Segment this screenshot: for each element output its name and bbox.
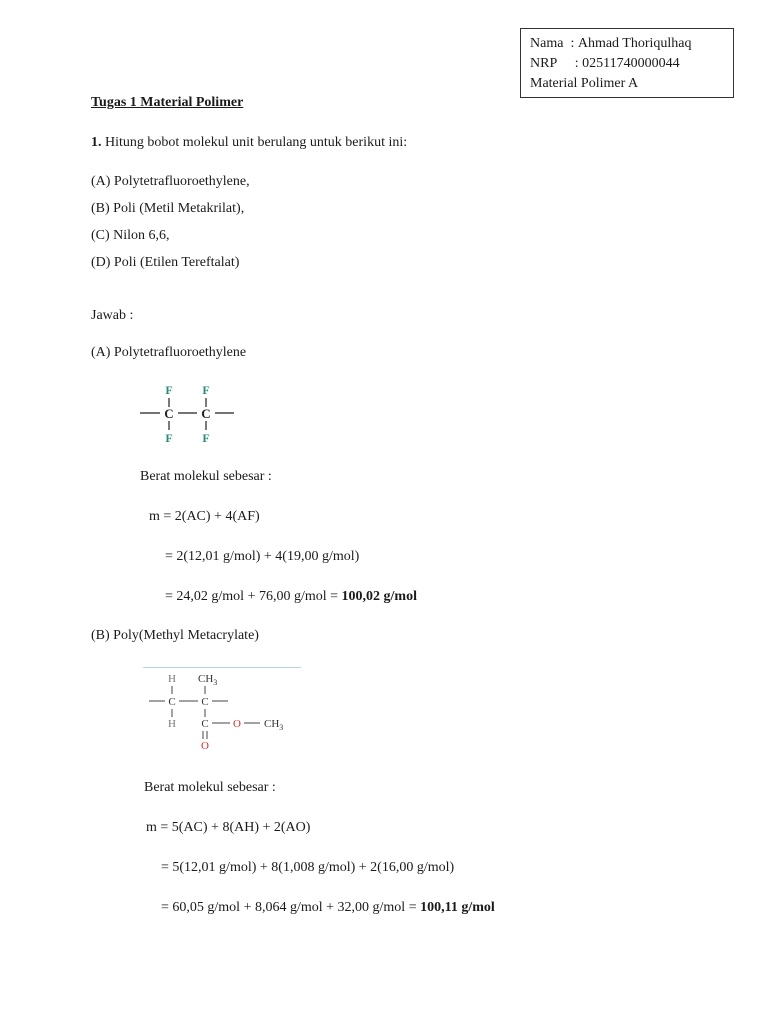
answer-label: Jawab : bbox=[91, 308, 134, 323]
nrp-label: NRP bbox=[530, 56, 558, 71]
part-a-eq1: m = 2(AC) + 4(AF) bbox=[149, 509, 260, 524]
divider-line bbox=[143, 667, 301, 668]
pmma-h-bottom: H bbox=[168, 718, 176, 730]
ptfe-f-top-right: F bbox=[202, 383, 210, 397]
part-b-mw-label: Berat molekul sebesar : bbox=[144, 780, 276, 795]
info-course: Material Polimer A bbox=[530, 76, 639, 91]
pmma-c3: C bbox=[201, 718, 209, 730]
option-c: (C) Nilon 6,6, bbox=[91, 228, 170, 243]
part-a-mw-label: Berat molekul sebesar : bbox=[140, 469, 272, 484]
part-b-result: 100,11 g/mol bbox=[420, 900, 495, 915]
part-b-eq2: = 5(12,01 g/mol) + 8(1,008 g/mol) + 2(16,00 g/mol) bbox=[161, 860, 455, 875]
pmma-ch3-top: $CH_3$ bbox=[198, 673, 218, 687]
info-nama bbox=[530, 36, 692, 52]
ptfe-f-bottom-left: F bbox=[165, 431, 173, 445]
question-line bbox=[91, 136, 407, 150]
pmma-c1: C bbox=[168, 696, 176, 708]
ptfe-f-top-left: F bbox=[165, 383, 173, 397]
option-a: (A) Polytetrafluoroethylene, bbox=[91, 174, 250, 189]
part-a-heading: (A) Polytetrafluoroethylene bbox=[91, 345, 247, 360]
part-a-result: 100,02 g/mol bbox=[341, 589, 417, 604]
ptfe-f-bottom-right: F bbox=[202, 431, 210, 445]
pmma-c2: C bbox=[201, 696, 209, 708]
nama-sep: : bbox=[570, 36, 575, 51]
ptfe-structure-diagram bbox=[138, 380, 238, 446]
option-b: (B) Poli (Metil Metakrilat), bbox=[91, 201, 245, 216]
option-d: (D) Poli (Etilen Tereftalat) bbox=[91, 255, 240, 270]
ptfe-c-right: C bbox=[201, 406, 211, 421]
part-b-eq3-prefix: = 60,05 g/mol + 8,064 g/mol + 32,00 g/mol = bbox=[161, 900, 421, 915]
pmma-structure-diagram bbox=[146, 670, 326, 758]
pmma-o-carbonyl: O bbox=[201, 740, 209, 752]
pmma-o-ester: O bbox=[233, 718, 241, 730]
page-title: Tugas 1 Material Polimer bbox=[91, 95, 244, 110]
nama-value: Ahmad Thoriqulhaq bbox=[577, 36, 692, 51]
part-a-eq3 bbox=[165, 590, 417, 604]
nrp-value: 02511740000044 bbox=[582, 56, 680, 71]
part-a-eq2: = 2(12,01 g/mol) + 4(19,00 g/mol) bbox=[165, 549, 360, 564]
part-a-eq3-prefix: = 24,02 g/mol + 76,00 g/mol = bbox=[165, 589, 342, 604]
part-b-heading: (B) Poly(Methyl Metacrylate) bbox=[91, 628, 259, 643]
question-number: 1. bbox=[91, 135, 102, 150]
nama-label: Nama bbox=[530, 36, 564, 51]
nrp-sep: : bbox=[574, 56, 579, 71]
info-nrp bbox=[530, 56, 680, 72]
ptfe-c-left: C bbox=[164, 406, 174, 421]
question-text: Hitung bobot molekul unit berulang untuk berikut ini: bbox=[105, 135, 408, 150]
part-b-eq1: m = 5(AC) + 8(AH) + 2(AO) bbox=[146, 820, 311, 835]
pmma-ch3-side: $CH_3$ bbox=[264, 718, 284, 732]
part-b-eq3 bbox=[161, 901, 495, 915]
pmma-h-top: H bbox=[168, 673, 176, 685]
student-info-box bbox=[520, 28, 734, 98]
